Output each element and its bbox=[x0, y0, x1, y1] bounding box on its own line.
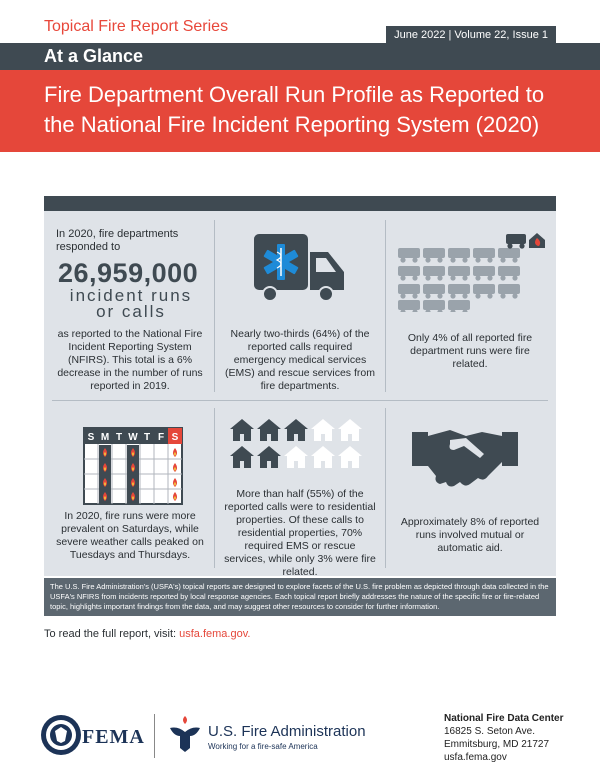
fema-logo-text: FEMA bbox=[82, 726, 145, 748]
divider bbox=[385, 408, 386, 568]
stat-intro: In 2020, fire departments responded to bbox=[56, 228, 179, 253]
divider bbox=[385, 220, 386, 392]
fire-related-text: Only 4% of all reported fire department runs were fire related. bbox=[407, 332, 533, 370]
fire-truck-icon bbox=[396, 224, 548, 312]
calendar-day: T bbox=[115, 432, 123, 443]
house-icon bbox=[230, 418, 366, 470]
dhs-seal-icon bbox=[40, 714, 82, 756]
weekday-text: In 2020, fire runs were more prevalent on Saturdays, while severe weather calls peaked on Tuesdays and Thursdays. bbox=[56, 510, 204, 561]
handshake-icon bbox=[410, 426, 520, 492]
series-title: Topical Fire Report Series bbox=[44, 18, 229, 35]
stat-unit bbox=[54, 288, 208, 320]
nfdc-title: National Fire Data Center bbox=[444, 713, 564, 724]
logo-divider bbox=[154, 714, 155, 758]
stat-unit-line2: or calls bbox=[96, 302, 166, 321]
glance-label: At a Glance bbox=[44, 46, 144, 66]
calendar-day: F bbox=[157, 432, 165, 443]
report-line bbox=[44, 628, 250, 640]
nfdc-address bbox=[444, 712, 563, 764]
calendar-day: S bbox=[87, 432, 95, 443]
page-title: Fire Department Overall Run Profile as Reported to the National Fire Incident Reporting System (2020) bbox=[44, 82, 545, 137]
usfa-eagle-icon bbox=[168, 714, 202, 754]
calendar-day: M bbox=[100, 432, 110, 443]
stat-unit-line1: incident runs bbox=[69, 286, 193, 305]
footnote: The U.S. Fire Administration's (USFA's) topical reports are designed to explore facets of the U.S. fire problem as depicted through data collected in the USFA's NFIRS from incidents reported by local response agencies. Each topical report briefly addresses the nature of the specific fire or fire-related topic, highlights important findings from the data, and may suggest other resources to consider for further information. bbox=[44, 578, 556, 616]
divider bbox=[214, 220, 215, 392]
report-prefix: To read the full report, visit: bbox=[44, 628, 180, 640]
stat-number: 26,959,000 bbox=[58, 258, 199, 288]
calendar-day: T bbox=[143, 432, 151, 443]
usfa-name: U.S. Fire Administration bbox=[208, 723, 366, 740]
calendar-day: S bbox=[171, 432, 179, 443]
report-link[interactable]: usfa.fema.gov. bbox=[179, 628, 251, 640]
address-line2: Emmitsburg, MD 21727 bbox=[444, 739, 550, 750]
title-band bbox=[0, 70, 600, 152]
address-line1: 16825 S. Seton Ave. bbox=[444, 726, 536, 737]
calendar-icon bbox=[82, 426, 186, 508]
residential-text: More than half (55%) of the reported calls were to residential properties. Of these calls to residential properties, 70% required EMS or rescue services, while only 3% were fire related. bbox=[224, 488, 376, 578]
divider bbox=[214, 408, 215, 568]
ems-text: Nearly two-thirds (64%) of the reported calls required emergency medical services (EMS) and rescue services from fire departments. bbox=[225, 328, 375, 392]
glance-bar bbox=[0, 43, 600, 70]
stat-body: as reported to the National Fire Incident Reporting System (NFIRS). This total is a 6% decrease in the number of runs reported in 2019. bbox=[57, 328, 203, 392]
website: usfa.fema.gov bbox=[444, 752, 507, 763]
stats-panel bbox=[44, 196, 556, 576]
calendar-day: W bbox=[128, 432, 138, 443]
divider bbox=[52, 400, 548, 401]
usfa-tagline: Working for a fire-safe America bbox=[208, 742, 318, 751]
panel-top-bar bbox=[44, 196, 556, 211]
ems-truck-icon bbox=[254, 232, 346, 302]
mutual-aid-text: Approximately 8% of reported runs involved mutual or automatic aid. bbox=[400, 516, 540, 554]
issue-badge: June 2022 | Volume 22, Issue 1 bbox=[386, 26, 556, 44]
